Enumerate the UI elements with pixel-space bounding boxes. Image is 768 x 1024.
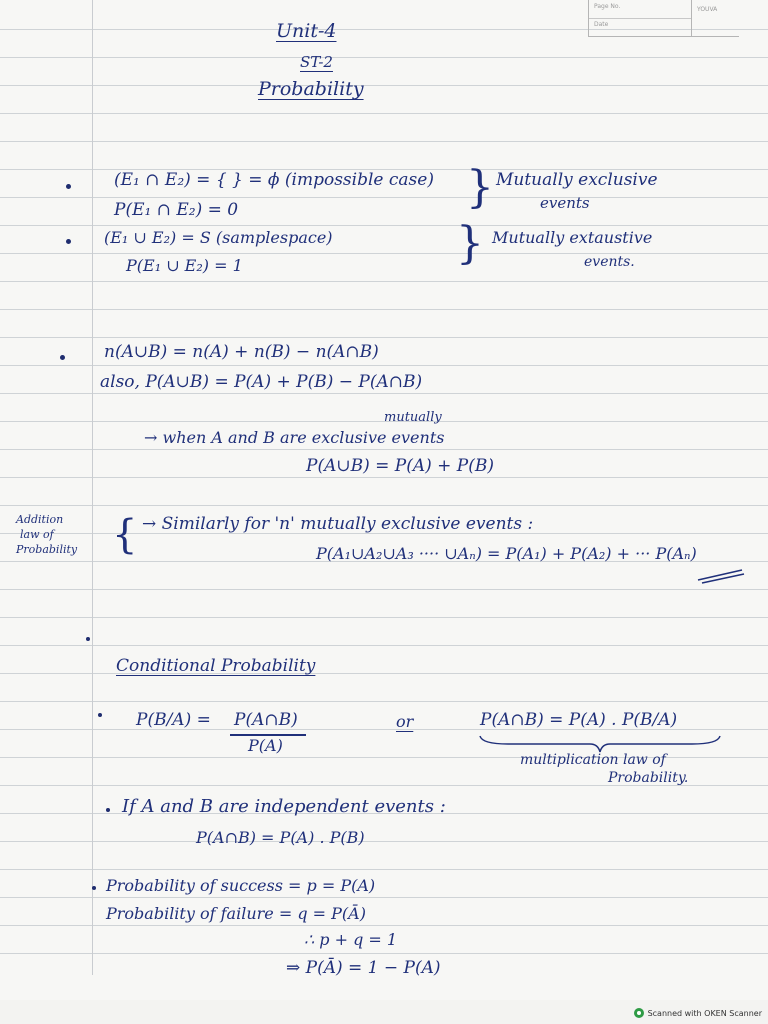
margin-note-2: law of: [20, 528, 54, 541]
success-prob-eq: Probability of success = p = P(A): [106, 876, 376, 895]
unit-subtitle: ST-2: [300, 53, 333, 71]
bullet: [86, 637, 90, 641]
margin-note-1: Addition: [16, 513, 64, 526]
ruled-line: [0, 869, 768, 870]
ruled-line: [0, 505, 768, 506]
bullet: [66, 239, 71, 244]
ruled-line: [0, 85, 768, 86]
n-events-eq: P(A₁∪A₂∪A₃ ···· ∪Aₙ) = P(A₁) + P(A₂) + ··· P(Aₙ): [316, 544, 697, 563]
mutually-exclusive-note: Mutually exclusive: [496, 170, 658, 190]
ruled-line: [0, 309, 768, 310]
mutually-annotation: mutually: [384, 410, 442, 425]
ruled-line: [0, 141, 768, 142]
ruled-line: [0, 477, 768, 478]
margin-line: [92, 0, 93, 975]
ruled-line: [0, 925, 768, 926]
count-union-eq: n(A∪B) = n(A) + n(B) − n(A∩B): [104, 342, 379, 362]
ruled-line: [0, 589, 768, 590]
date-label: Date: [594, 21, 609, 28]
conditional-probability-title: Conditional Probability: [116, 656, 316, 676]
ruled-line: [0, 645, 768, 646]
n-events-statement: → Similarly for 'n' mutually exclusive events :: [142, 514, 534, 534]
bullet: [98, 713, 102, 717]
bullet: [60, 355, 65, 360]
impossible-prob-eq: P(E₁ ∩ E₂) = 0: [114, 200, 239, 220]
scanner-text: Scanned with OKEN Scanner: [647, 1008, 762, 1018]
double-underline-mark: [696, 562, 746, 584]
conditional-lhs: P(B/A) =: [136, 710, 211, 730]
multiplication-eq: P(A∩B) = P(A) . P(B/A): [480, 710, 678, 730]
page-no-label: Page No.: [594, 3, 621, 10]
page-date-box: [588, 0, 739, 37]
ruled-line: [0, 197, 768, 198]
topic-title: Probability: [258, 78, 364, 100]
independent-events-statement: If A and B are independent events :: [122, 796, 446, 817]
ruled-line: [0, 365, 768, 366]
or-word: or: [396, 712, 414, 731]
ruled-line: [0, 253, 768, 254]
ruled-line: [0, 617, 768, 618]
brand-label: YOUVA: [697, 6, 718, 13]
brace-left: {: [112, 512, 138, 558]
sample-space-eq: (E₁ ∪ E₂) = S (samplespace): [104, 228, 333, 247]
prob-union-eq: also, P(A∪B) = P(A) + P(B) − P(A∩B): [100, 372, 423, 392]
conditional-denominator: P(A): [248, 736, 283, 755]
brace-right: }: [456, 218, 484, 269]
brace-right: }: [466, 162, 494, 213]
bullet: [66, 184, 71, 189]
ruled-line: [0, 225, 768, 226]
ruled-line: [0, 57, 768, 58]
probability-label: Probability.: [608, 770, 689, 786]
ruled-line: [0, 841, 768, 842]
ruled-line: [0, 701, 768, 702]
sample-space-prob-eq: P(E₁ ∪ E₂) = 1: [126, 256, 243, 275]
exclusive-union-eq: P(A∪B) = P(A) + P(B): [306, 456, 494, 476]
scanner-watermark: [634, 1006, 762, 1020]
exclusive-condition: → when A and B are exclusive events: [144, 428, 445, 447]
failure-prob-eq: Probability of failure = q = P(Ā): [106, 904, 366, 923]
ruled-line: [0, 449, 768, 450]
ruled-line: [0, 113, 768, 114]
unit-title: Unit-4: [276, 20, 337, 42]
ruled-line: [0, 393, 768, 394]
events-note: events: [540, 194, 590, 212]
sum-eq: ∴ p + q = 1: [304, 930, 398, 949]
ruled-line: [0, 953, 768, 954]
mutually-exhaustive-note: Mutually extaustive: [492, 228, 653, 247]
bullet: [92, 886, 96, 890]
events-note-2: events.: [584, 254, 635, 270]
multiplication-law-label: multiplication law of: [520, 752, 666, 768]
ruled-line: [0, 281, 768, 282]
independent-events-eq: P(A∩B) = P(A) . P(B): [196, 828, 365, 847]
underbrace-mark: [478, 732, 724, 754]
impossible-case-eq: (E₁ ∩ E₂) = { } = ϕ (impossible case): [114, 170, 434, 190]
complement-eq: ⇒ P(Ā) = 1 − P(A): [286, 958, 441, 978]
ruled-line: [0, 897, 768, 898]
margin-note-3: Probability: [16, 543, 78, 556]
scanner-logo-icon: [634, 1008, 644, 1018]
ruled-line: [0, 337, 768, 338]
bullet: [106, 808, 110, 812]
conditional-numerator: P(A∩B): [234, 710, 298, 730]
